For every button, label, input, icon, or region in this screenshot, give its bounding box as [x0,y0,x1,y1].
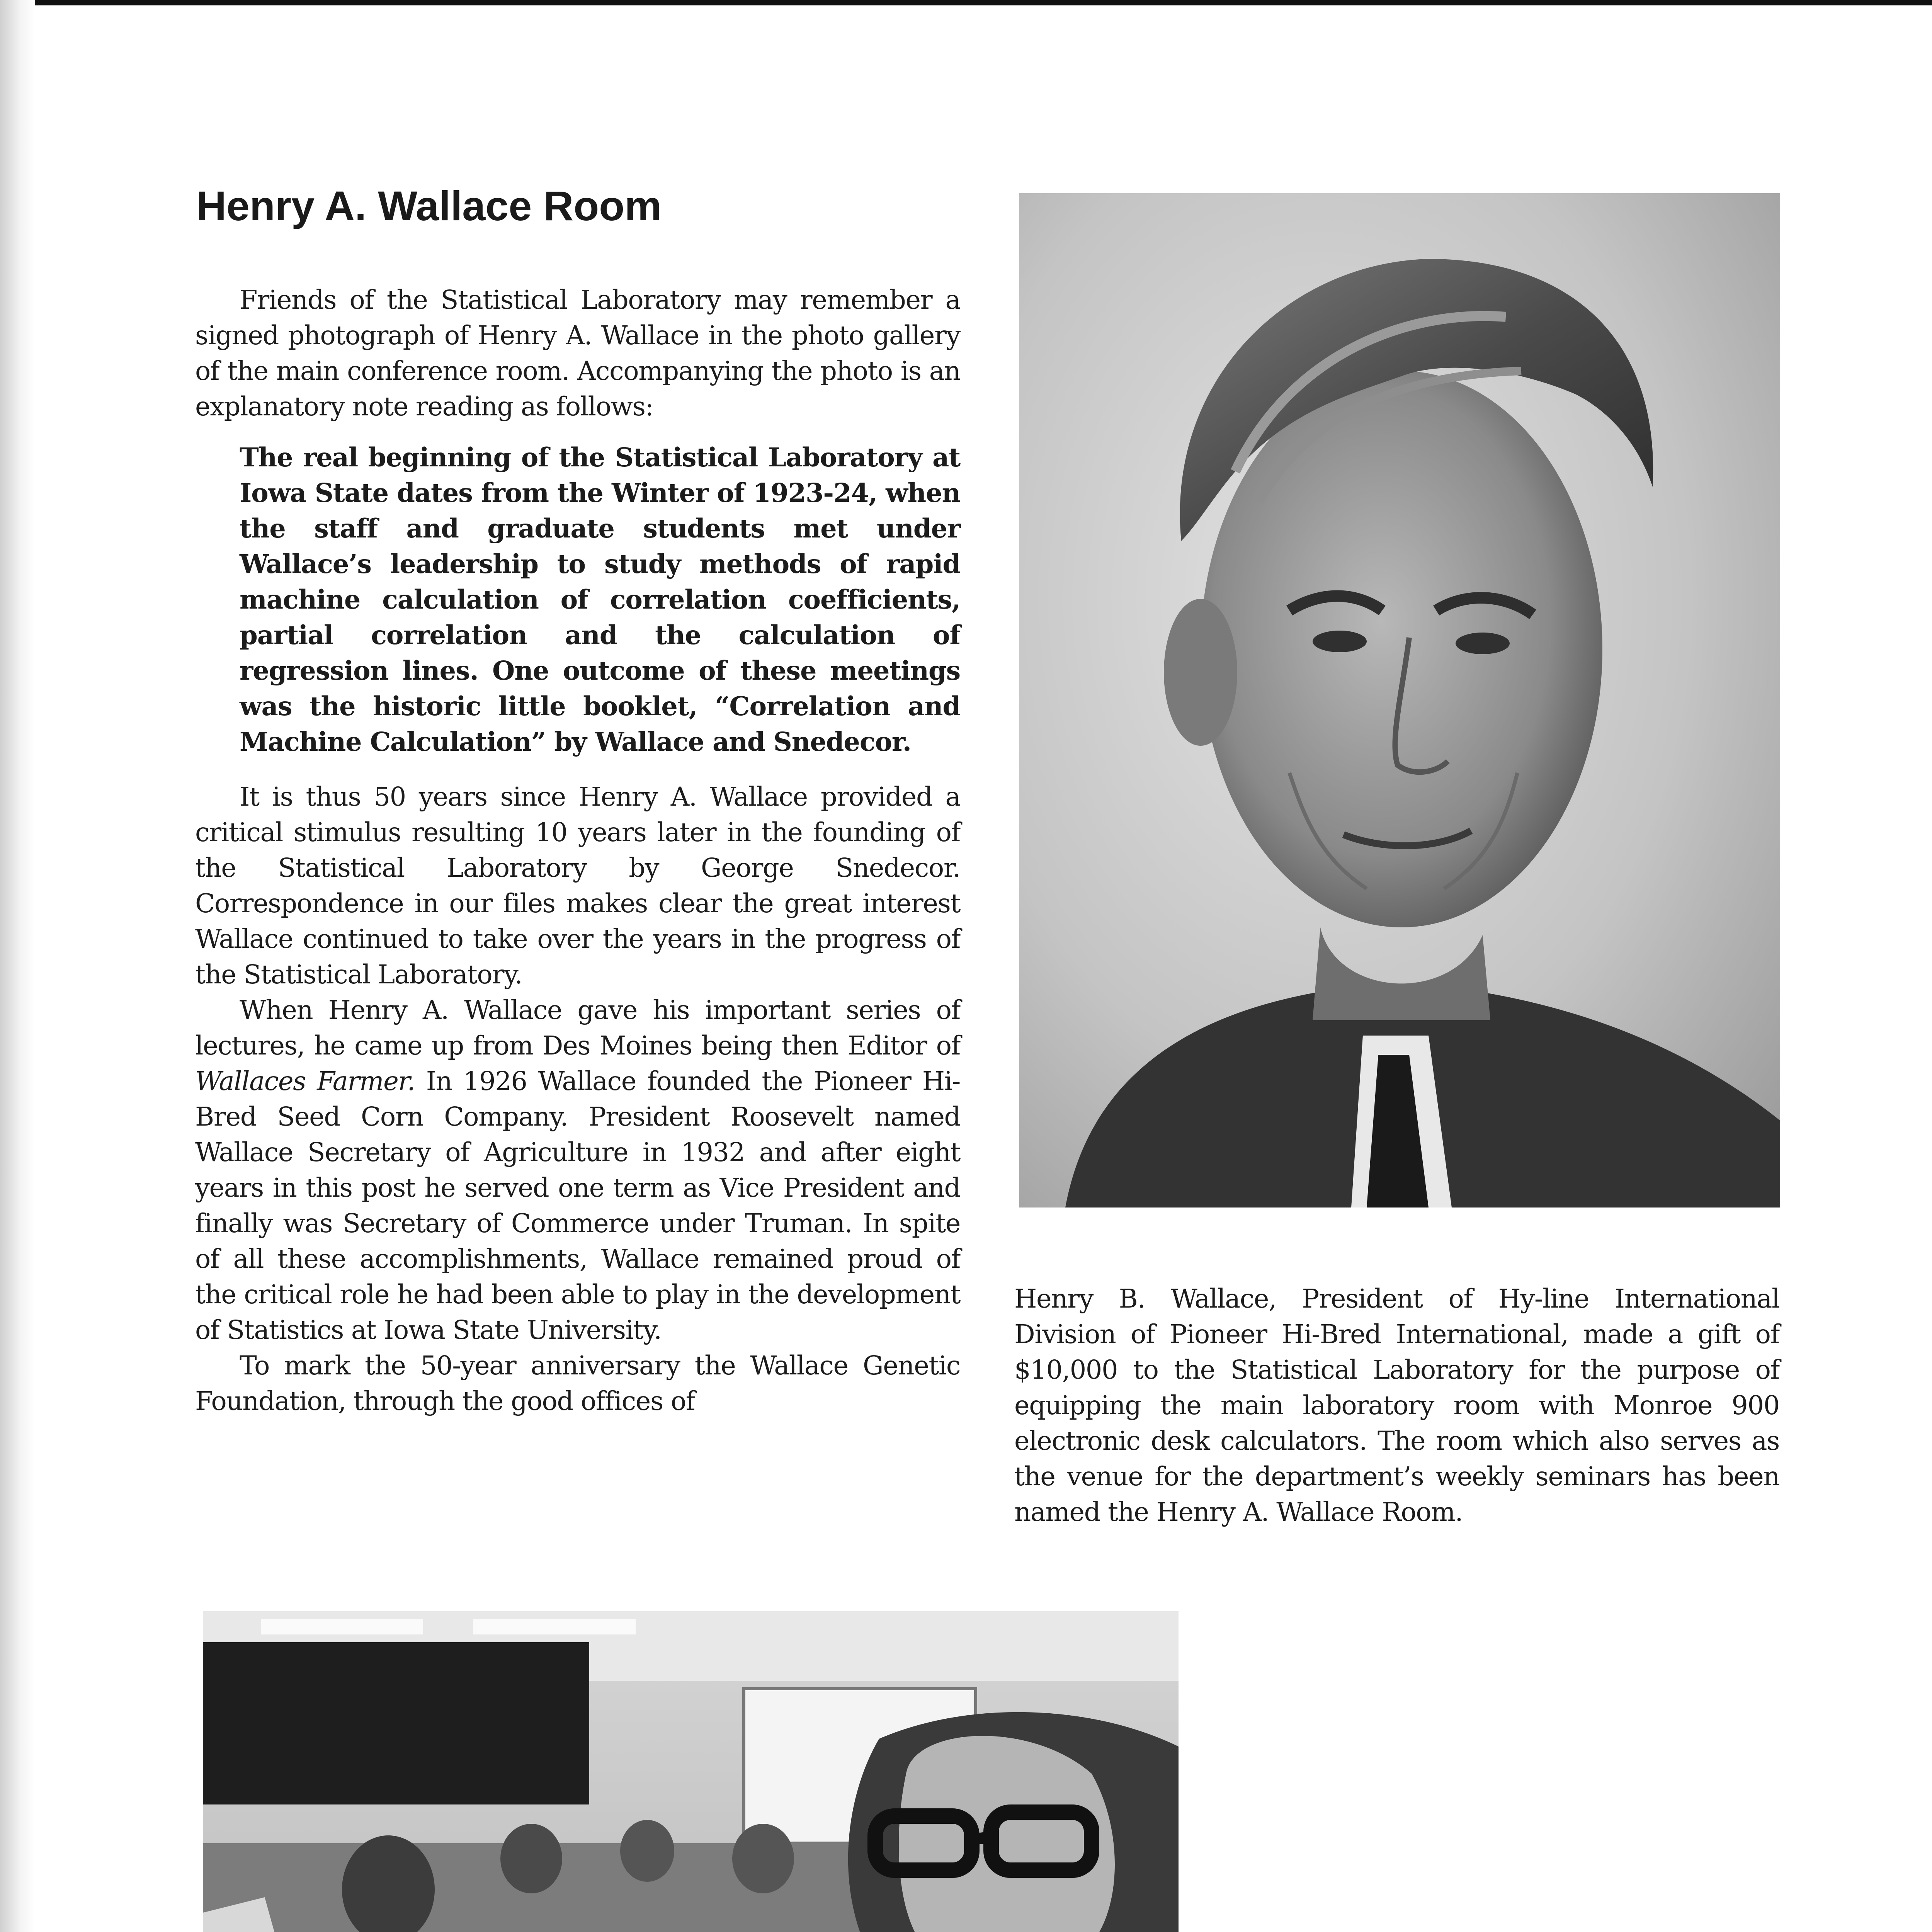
quoted-note: The real beginning of the Statistical Laboratory at Iowa State dates from the Winter of 1923-24, when the staff and graduate students met under Wallace’s leadership to study methods of rapid machine calculation of correlation coefficients, partial correlation and the calculation of regression lines. One outcome of these meetings was the historic little booklet, “Correlation and Machine Calculation” by Wallace and Snedecor. [240,442,960,757]
paragraph-anniversary: To mark the 50-year anniversary the Wallace Genetic Foundation, through the good offices of [195,1350,960,1416]
paragraph-lectures [195,992,960,1348]
binding-shadow [0,0,35,1932]
wallace-portrait-photo [1019,193,1780,1208]
article-title: Henry A. Wallace Room [196,182,662,229]
portrait-illustration [1019,193,1780,1208]
paragraph-fifty-years: It is thus 50 years since Henry A. Wallace provided a critical stimulus resulting 10 years later in the founding of the Statistical Laboratory by George Snedecor. Correspondence in our files makes clear the great interest Wallace continued to take over the years in the progress of the Statistical Laboratory. [195,782,960,990]
intro-paragraph: Friends of the Statistical Laboratory may remember a signed photograph of Henry A. Wallace in the photo gallery of the main conference room. Accompanying the photo is an explanatory note reading as follows: [195,285,960,422]
publication-title: Wallaces Farmer. [195,1066,415,1096]
lectures-text-b: In 1926 Wallace founded the Pioneer Hi-Bred Seed Corn Company. President Roosevelt named Wallace Secretary of Agriculture in 1932 and after eight years in this post he served one term as Vice President and finally was Secretary of Commerce under Truman. In spite of all these accomplishments, Wallace remained proud of the critical role he had been able to play in the development of Statistics at Iowa State University. [195,1066,960,1345]
left-text-column [195,282,960,1419]
lectures-text-a: When Henry A. Wallace gave his important series of lectures, he came up from Des Moines being then Editor of [195,995,960,1061]
right-column-continuation: Henry B. Wallace, President of Hy-line International Division of Pioneer Hi-Bred International, made a gift of $10,000 to the Statistical Laboratory for the purpose of equipping the main laboratory room with Monroe 900 electronic desk calculators. The room which also serves as the venue for the department’s weekly seminars has been named the Henry A. Wallace Room. [1014,1284,1779,1527]
laboratory-photo [203,1611,1179,1932]
laboratory-illustration [203,1611,1179,1932]
page-top-edge [0,0,1932,5]
